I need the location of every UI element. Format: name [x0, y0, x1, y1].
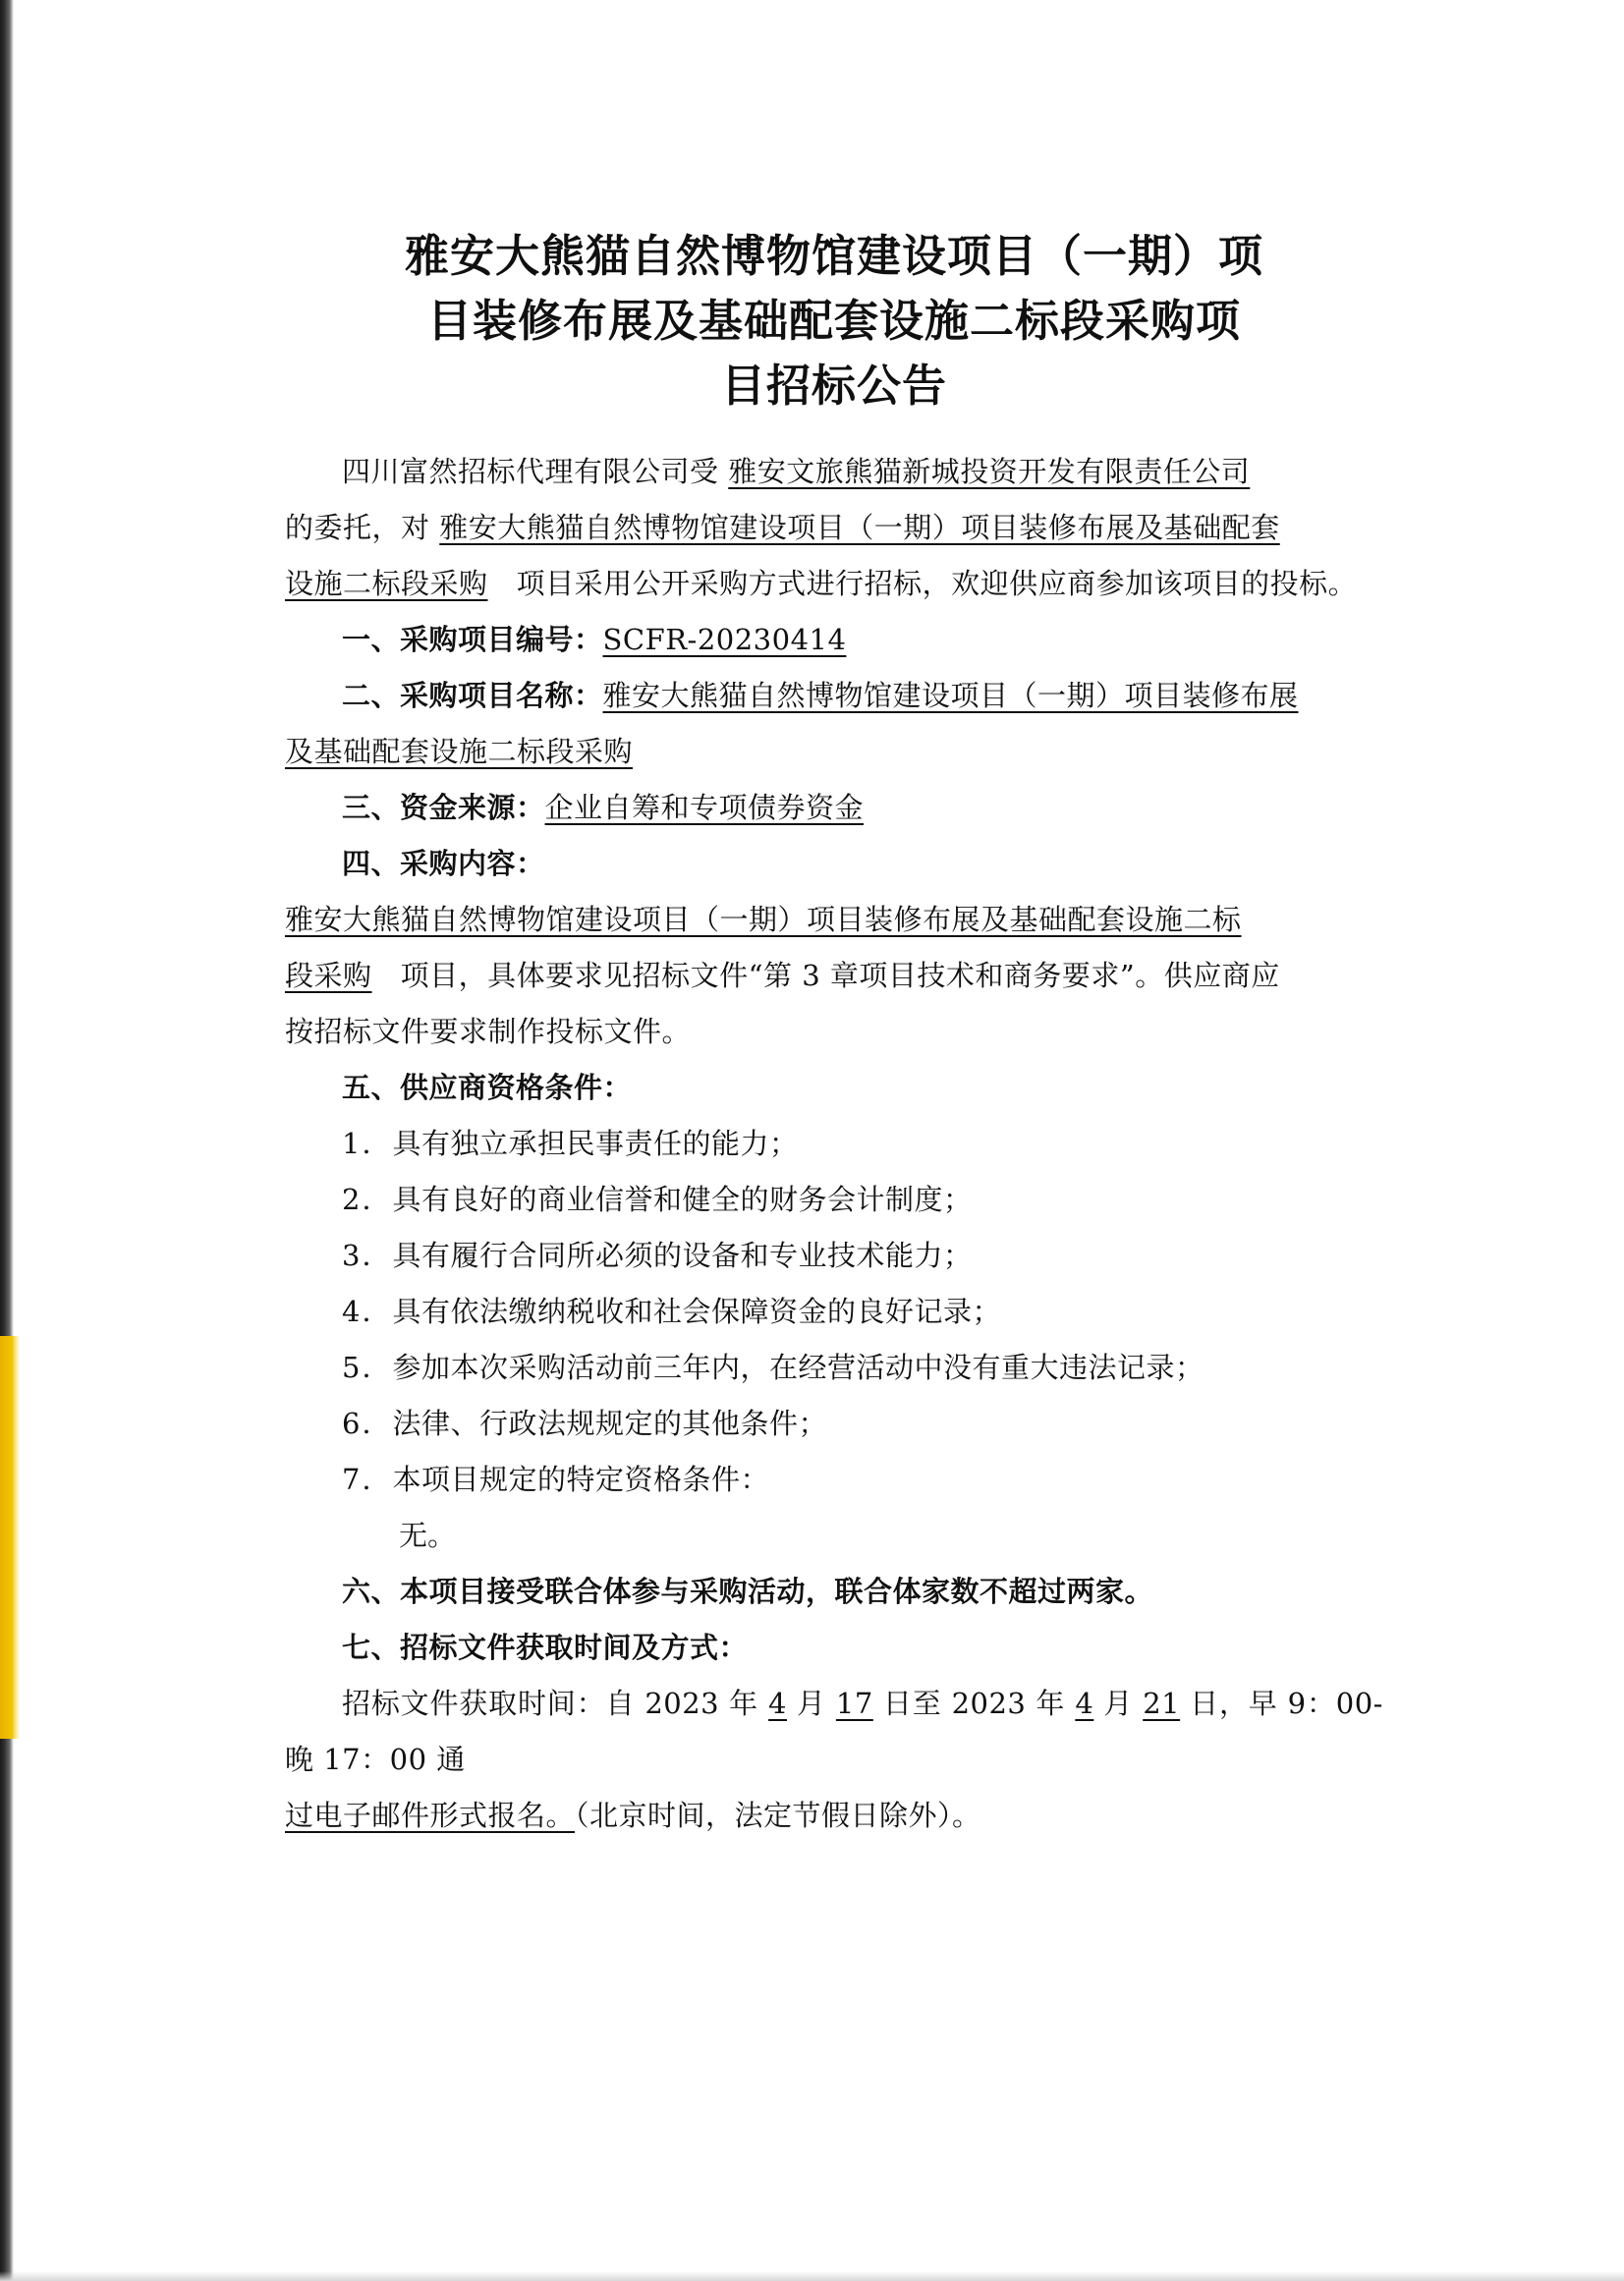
list-item — [285, 1228, 1383, 1284]
acquisition-month-unit-2: 月 — [1103, 1687, 1134, 1720]
list-item-number: 2． — [342, 1183, 393, 1216]
list-item-text: 具有独立承担民事责任的能力； — [392, 1127, 799, 1160]
list-item-number: 5． — [342, 1351, 393, 1384]
intro-project-name-2: 设施二标段采购 — [285, 567, 488, 600]
section-1-value: SCFR-20230414 — [602, 623, 847, 656]
list-item-number: 3． — [342, 1239, 393, 1272]
list-item-number: 7． — [342, 1463, 393, 1496]
title-line-1: 雅安大熊猫自然博物馆建设项目（一期）项 — [404, 230, 1263, 282]
section-2-value-2: 及基础配套设施二标段采购 — [285, 735, 634, 768]
section-acquisition-heading: 七、招标文件获取时间及方式： — [342, 1631, 749, 1664]
intro-project-name-1: 雅安大熊猫自然博物馆建设项目（一期）项目装修布展及基础配套 — [439, 511, 1280, 544]
acquisition-month-end: 4 — [1075, 1687, 1094, 1720]
list-item — [285, 1116, 1383, 1172]
list-item — [285, 1452, 1383, 1508]
acquisition-month-start: 4 — [768, 1687, 787, 1720]
intro-owner: 雅安文旅熊猫新城投资开发有限责任公司 — [728, 455, 1251, 488]
title-line-3: 目招标公告 — [720, 360, 947, 412]
list-item-text: 参加本次采购活动前三年内，在经营活动中没有重大违法记录； — [392, 1351, 1204, 1384]
list-item — [285, 1172, 1383, 1228]
procurement-content-body — [285, 892, 1383, 1060]
list-item-number: 4． — [342, 1295, 393, 1328]
title-line-2: 目装修布展及基础配套设施二标段采购项 — [426, 295, 1241, 347]
list-item-text: 具有依法缴纳税收和社会保障资金的良好记录； — [392, 1295, 1001, 1328]
section-3-value: 企业自筹和专项债券资金 — [544, 791, 865, 824]
section-project-name — [285, 668, 1383, 724]
list-item-text: 具有良好的商业信誉和健全的财务会计制度； — [392, 1183, 973, 1216]
page-left-edge-yellow-mark — [0, 1336, 20, 1739]
acquisition-line2-rest: （北京时间，法定节假日除外）。 — [575, 1799, 981, 1832]
section-funding-source — [285, 780, 1383, 836]
list-item-text: 本项目规定的特定资格条件： — [392, 1463, 769, 1496]
intro-entrust: 的委托，对 — [285, 511, 430, 544]
section-4-heading: 四、采购内容： — [342, 847, 545, 880]
intro-paragraph — [285, 444, 1383, 612]
list-item-text: 法律、行政法规规定的其他条件； — [392, 1407, 827, 1440]
list-item — [285, 1340, 1383, 1396]
section-qualification-heading: 五、供应商资格条件： — [342, 1071, 633, 1104]
section-2-heading: 二、采购项目名称： — [342, 679, 603, 712]
section-consortium: 六、本项目接受联合体参与采购活动，联合体家数不超过两家。 — [342, 1575, 1154, 1608]
page-left-edge-shadow — [0, 0, 14, 2281]
section-3-heading: 三、资金来源： — [342, 791, 545, 824]
acquisition-day-unit-1: 日至 2023 年 — [882, 1687, 1066, 1720]
qualification-list — [285, 1116, 1383, 1508]
acquisition-day-unit-2: 日，早 9：00-晚 17：00 通 — [285, 1687, 1383, 1776]
acquisition-day-end: 21 — [1143, 1687, 1181, 1720]
list-item-number: 1． — [342, 1127, 393, 1160]
section-project-number — [285, 612, 1383, 668]
content-rest-1: 项目，具体要求见招标文件“第 3 章项目技术和商务要求”。供应商应 — [400, 959, 1280, 992]
acquisition-prefix: 招标文件获取时间：自 2023 年 — [342, 1687, 758, 1720]
page-title — [285, 224, 1383, 418]
intro-agency: 四川富然招标代理有限公司受 — [342, 455, 719, 488]
content-underlined-2: 段采购 — [285, 959, 372, 992]
intro-tail: 项目采用公开采购方式进行招标，欢迎供应商参加该项目的投标。 — [516, 567, 1358, 600]
document-content — [285, 224, 1383, 1844]
list-item-number: 6． — [342, 1407, 393, 1440]
list-item-text: 具有履行合同所必须的设备和专业技术能力； — [392, 1239, 973, 1272]
section-2-value-1: 雅安大熊猫自然博物馆建设项目（一期）项目装修布展 — [602, 679, 1299, 712]
section-procurement-content-heading — [285, 836, 1383, 892]
qualification-none-value: 无。 — [399, 1519, 457, 1552]
content-underlined-1: 雅安大熊猫自然博物馆建设项目（一期）项目装修布展及基础配套设施二标 — [285, 903, 1242, 936]
acquisition-detail — [285, 1676, 1383, 1844]
page-bottom-edge-shadow — [0, 2271, 1624, 2281]
list-item — [285, 1284, 1383, 1340]
acquisition-day-start: 17 — [835, 1687, 873, 1720]
section-project-name-cont — [285, 724, 1383, 780]
acquisition-line2-underlined: 过电子邮件形式报名。 — [285, 1799, 576, 1832]
list-item — [285, 1396, 1383, 1452]
section-1-heading: 一、采购项目编号： — [342, 623, 603, 656]
content-rest-2: 按招标文件要求制作投标文件。 — [285, 1015, 692, 1048]
acquisition-month-unit-1: 月 — [797, 1687, 826, 1720]
